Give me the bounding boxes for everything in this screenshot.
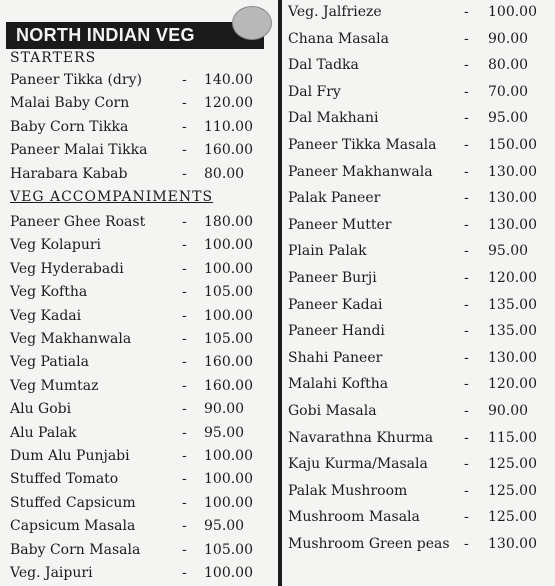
menu-item-row xyxy=(288,54,550,76)
item-price: 100.00 xyxy=(204,260,253,277)
starters-heading: STARTERS xyxy=(10,50,97,66)
menu-item-row xyxy=(10,69,272,91)
item-price: 100.00 xyxy=(204,565,253,581)
item-name: Mushroom Masala xyxy=(288,509,420,526)
item-name: Veg Patiala xyxy=(10,354,89,371)
menu-item-row xyxy=(288,81,550,103)
item-dash: - xyxy=(464,190,469,207)
item-price: 100.00 xyxy=(488,4,537,20)
item-price: 115.00 xyxy=(488,429,537,446)
item-price: 130.00 xyxy=(488,216,537,233)
item-name: Paneer Makhanwala xyxy=(288,163,433,180)
item-dash: - xyxy=(182,165,187,182)
menu-item-row xyxy=(288,267,550,289)
item-dash: - xyxy=(182,237,187,254)
item-name: Malai Baby Corn xyxy=(10,95,130,112)
menu-item-row xyxy=(10,328,272,350)
menu-item-row xyxy=(288,214,550,236)
item-dash: - xyxy=(182,142,187,159)
item-dash: - xyxy=(182,331,187,347)
menu-item-row xyxy=(10,116,272,138)
item-dash: - xyxy=(182,401,187,418)
menu-item-row xyxy=(10,468,272,490)
item-name: Veg Koftha xyxy=(10,284,88,301)
menu-item-row xyxy=(10,351,272,373)
item-price: 140.00 xyxy=(204,72,253,88)
item-price: 125.00 xyxy=(488,482,537,499)
item-price: 90.00 xyxy=(488,30,529,47)
menu-item-row xyxy=(10,492,272,514)
item-dash: - xyxy=(182,95,187,112)
menu-item-row xyxy=(10,163,272,185)
item-name: Paneer Burji xyxy=(288,270,377,286)
item-name: Plain Palak xyxy=(288,243,367,260)
item-name: Paneer Kadai xyxy=(288,296,383,313)
item-dash: - xyxy=(464,110,469,127)
item-price: 135.00 xyxy=(488,296,537,313)
menu-item-row xyxy=(288,294,550,316)
item-dash: - xyxy=(182,307,187,324)
item-price: 120.00 xyxy=(204,95,253,112)
item-price: 100.00 xyxy=(204,494,253,511)
item-dash: - xyxy=(464,403,469,419)
menu-item-row xyxy=(288,427,550,449)
item-price: 130.00 xyxy=(488,349,537,366)
menu-item-row xyxy=(288,347,550,369)
menu-item-row xyxy=(10,445,272,467)
item-name: Gobi Masala xyxy=(288,403,377,419)
item-name: Mushroom Green peas xyxy=(288,536,450,552)
logo-badge-icon xyxy=(232,6,272,40)
item-name: Baby Corn Masala xyxy=(10,541,141,558)
menu-item-row xyxy=(288,480,550,502)
item-price: 135.00 xyxy=(488,323,537,340)
item-price: 150.00 xyxy=(488,137,537,153)
item-dash: - xyxy=(182,541,187,558)
item-name: Veg Mumtaz xyxy=(10,377,99,394)
item-price: 105.00 xyxy=(204,541,253,558)
menu-item-row xyxy=(10,139,272,161)
item-price: 125.00 xyxy=(488,456,537,473)
item-dash: - xyxy=(182,565,187,581)
menu-item-row xyxy=(10,258,272,280)
item-name: Kaju Kurma/Masala xyxy=(288,456,428,473)
item-dash: - xyxy=(182,118,187,135)
menu-item-row xyxy=(288,240,550,262)
item-name: Veg Makhanwala xyxy=(10,331,132,347)
item-dash: - xyxy=(464,83,469,100)
item-dash: - xyxy=(182,377,187,394)
menu-item-row xyxy=(288,107,550,129)
menu-item-row xyxy=(10,422,272,444)
menu-item-row xyxy=(10,305,272,327)
item-price: 90.00 xyxy=(488,403,529,419)
item-name: Paneer Ghee Roast xyxy=(10,214,146,230)
menu-item-row xyxy=(10,539,272,561)
item-price: 95.00 xyxy=(204,518,245,535)
item-name: Dal Fry xyxy=(288,83,341,100)
item-dash: - xyxy=(182,424,187,441)
menu-item-row xyxy=(10,92,272,114)
menu-right-column xyxy=(282,0,555,586)
item-name: Dum Alu Punjabi xyxy=(10,448,130,464)
item-name: Veg. Jalfrieze xyxy=(288,4,382,20)
item-price: 95.00 xyxy=(488,110,529,127)
item-price: 160.00 xyxy=(204,142,253,159)
item-name: Dal Tadka xyxy=(288,57,359,74)
item-name: Palak Mushroom xyxy=(288,482,408,499)
menu-item-row xyxy=(288,373,550,395)
item-name: Veg. Jaipuri xyxy=(10,565,93,581)
menu-item-row xyxy=(288,533,550,555)
item-price: 130.00 xyxy=(488,536,537,552)
item-name: Veg Kolapuri xyxy=(10,237,102,254)
item-name: Malahi Koftha xyxy=(288,376,389,393)
item-dash: - xyxy=(464,429,469,446)
item-name: Alu Gobi xyxy=(10,401,72,418)
item-dash: - xyxy=(182,518,187,535)
menu-item-row xyxy=(10,375,272,397)
item-name: Paneer Handi xyxy=(288,323,385,340)
item-dash: - xyxy=(464,509,469,526)
item-price: 110.00 xyxy=(204,118,253,135)
item-dash: - xyxy=(464,456,469,473)
item-price: 95.00 xyxy=(204,424,245,441)
item-dash: - xyxy=(182,284,187,301)
menu-item-row xyxy=(288,320,550,342)
menu-item-row xyxy=(10,211,272,233)
menu-item-row xyxy=(10,515,272,537)
item-price: 80.00 xyxy=(488,57,529,74)
menu-item-row xyxy=(288,400,550,422)
menu-item-row xyxy=(288,134,550,156)
item-dash: - xyxy=(464,4,469,20)
item-dash: - xyxy=(464,57,469,74)
item-price: 90.00 xyxy=(204,401,245,418)
item-price: 120.00 xyxy=(488,270,537,286)
menu-item-row xyxy=(288,453,550,475)
menu-item-row xyxy=(288,28,550,50)
item-name: Palak Paneer xyxy=(288,190,381,207)
menu-item-row xyxy=(10,398,272,420)
item-dash: - xyxy=(464,137,469,153)
accompaniments-heading: VEG ACCOMPANIMENTS xyxy=(10,189,214,205)
item-name: Dal Makhani xyxy=(288,110,379,127)
item-dash: - xyxy=(182,260,187,277)
item-dash: - xyxy=(182,72,187,88)
item-price: 100.00 xyxy=(204,237,253,254)
item-price: 125.00 xyxy=(488,509,537,526)
menu-title: NORTH INDIAN VEG xyxy=(16,25,195,45)
item-name: Paneer Mutter xyxy=(288,216,392,233)
item-price: 95.00 xyxy=(488,243,529,260)
item-price: 160.00 xyxy=(204,377,253,394)
menu-header-banner xyxy=(6,22,264,49)
menu-item-row xyxy=(288,506,550,528)
item-name: Stuffed Capsicum xyxy=(10,494,136,511)
item-name: Harabara Kabab xyxy=(10,165,128,182)
menu-item-row xyxy=(10,281,272,303)
item-price: 100.00 xyxy=(204,307,253,324)
item-name: Paneer Tikka Masala xyxy=(288,137,437,153)
item-dash: - xyxy=(464,243,469,260)
menu-item-row xyxy=(288,187,550,209)
menu-item-row xyxy=(288,1,550,23)
item-dash: - xyxy=(464,376,469,393)
item-name: Paneer Malai Tikka xyxy=(10,142,148,159)
item-dash: - xyxy=(464,30,469,47)
item-price: 180.00 xyxy=(204,214,253,230)
item-dash: - xyxy=(182,448,187,464)
item-price: 100.00 xyxy=(204,471,253,488)
item-price: 120.00 xyxy=(488,376,537,393)
item-price: 100.00 xyxy=(204,448,253,464)
item-dash: - xyxy=(182,471,187,488)
item-dash: - xyxy=(464,296,469,313)
menu-item-row xyxy=(10,562,272,584)
item-price: 105.00 xyxy=(204,284,253,301)
item-name: Veg Hyderabadi xyxy=(10,260,124,277)
item-dash: - xyxy=(182,354,187,371)
item-name: Paneer Tikka (dry) xyxy=(10,72,142,88)
item-dash: - xyxy=(464,216,469,233)
item-dash: - xyxy=(464,536,469,552)
item-dash: - xyxy=(464,163,469,180)
item-dash: - xyxy=(464,270,469,286)
menu-item-row xyxy=(10,234,272,256)
item-name: Chana Masala xyxy=(288,30,389,47)
item-price: 80.00 xyxy=(204,165,245,182)
item-name: Shahi Paneer xyxy=(288,349,383,366)
item-price: 105.00 xyxy=(204,331,253,347)
item-dash: - xyxy=(182,494,187,511)
item-name: Veg Kadai xyxy=(10,307,82,324)
item-price: 130.00 xyxy=(488,190,537,207)
item-dash: - xyxy=(182,214,187,230)
item-name: Alu Palak xyxy=(10,424,77,441)
item-name: Baby Corn Tikka xyxy=(10,118,129,135)
item-name: Navarathna Khurma xyxy=(288,429,434,446)
item-name: Capsicum Masala xyxy=(10,518,136,535)
item-dash: - xyxy=(464,323,469,340)
item-price: 70.00 xyxy=(488,83,529,100)
item-dash: - xyxy=(464,482,469,499)
item-dash: - xyxy=(464,349,469,366)
item-price: 130.00 xyxy=(488,163,537,180)
item-name: Stuffed Tomato xyxy=(10,471,119,488)
item-price: 160.00 xyxy=(204,354,253,371)
menu-item-row xyxy=(288,161,550,183)
